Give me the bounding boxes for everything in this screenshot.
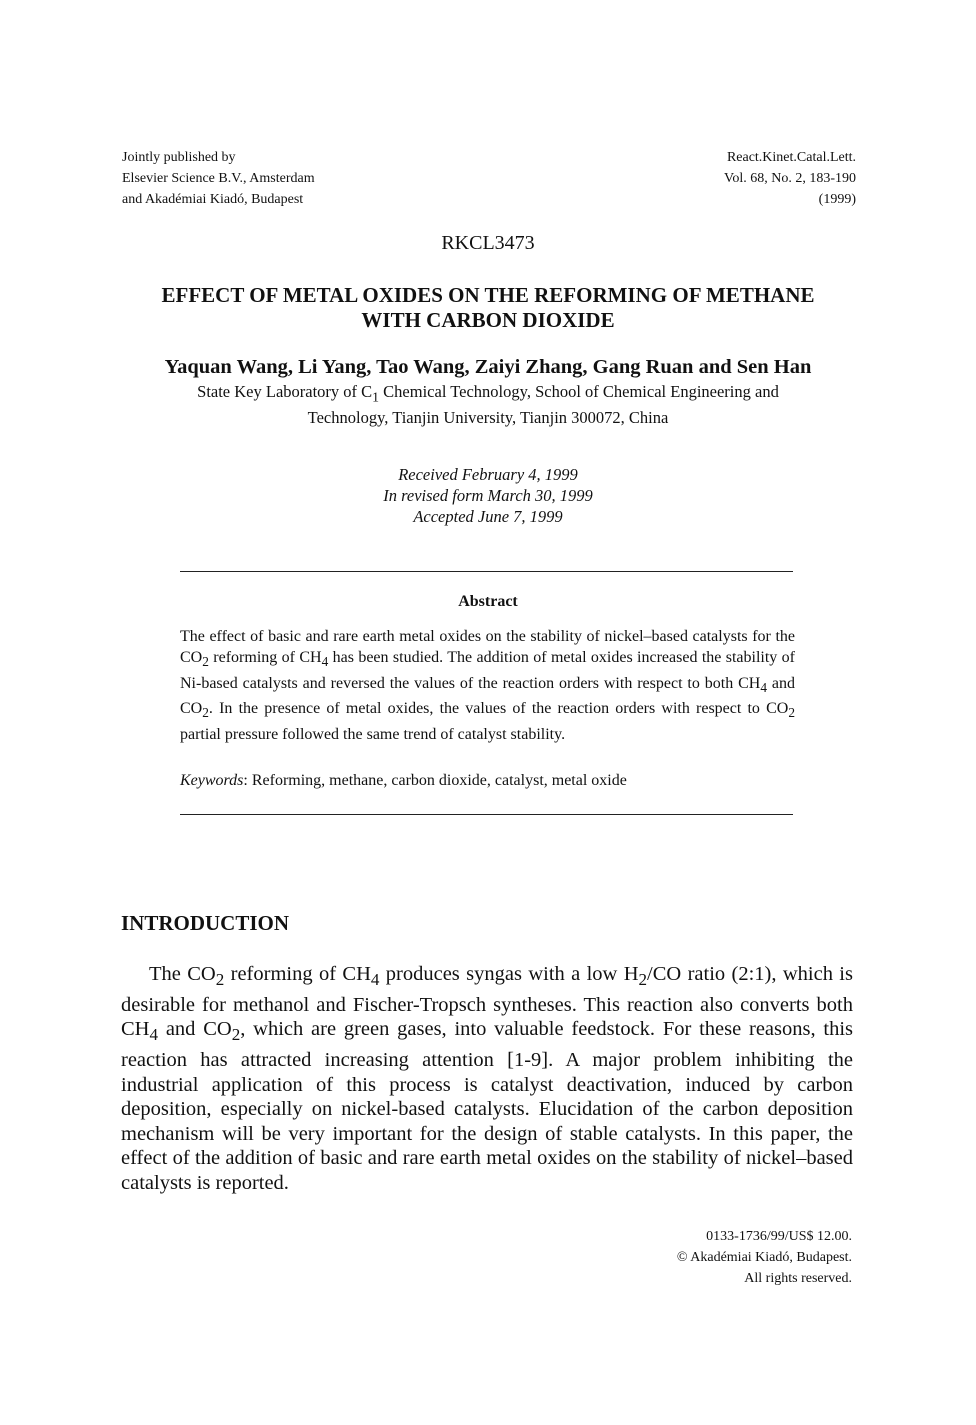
subscript: 2 [202, 654, 209, 670]
subscript: 2 [638, 970, 648, 990]
title-line: EFFECT OF METAL OXIDES ON THE REFORMING OF METHANE [161, 283, 815, 307]
authors: Yaquan Wang, Li Yang, Tao Wang, Zaiyi Zhang, Gang Ruan and Sen Han [164, 356, 812, 378]
subscript: 4 [149, 1025, 159, 1045]
paragraph-span: and CO [158, 1018, 232, 1041]
received-date: Received February 4, 1999 [398, 465, 578, 484]
copyright-line: 0133-1736/99/US$ 12.00. [706, 1229, 852, 1244]
subscript: 2 [788, 705, 795, 721]
paper-code: RKCL3473 [441, 232, 535, 254]
affiliation-line: Technology, Tianjin University, Tianjin 300072, China [307, 408, 669, 428]
subscript: 1 [372, 389, 380, 405]
abstract-bottom-rule [180, 814, 793, 815]
paragraph-span: /CO ratio (2:1), which is desirable for methanol and Fischer-Tropsch syntheses. This reaction also converts both CH [121, 963, 853, 1041]
keywords-label: Keywords [180, 772, 244, 789]
paragraph-span: , which are green gases, into valuable feedstock. For these reasons, this reaction has attracted increasing attention [1-9]. A major problem inhibiting the industrial application of this process is catalyst deactivation, induced by carbon deposition, especially on nickel-based catalysts. Elucidation of the carbon deposition mechanism will be very important for the design of stable catalysts. In this paper, the effect of the addition of basic and rare earth metal oxides on the stability of nickel–based catalysts is reported. [121, 1018, 854, 1194]
publisher-line: and Akadémiai Kiadó, Budapest [122, 192, 304, 207]
journal-year: (1999) [818, 192, 856, 207]
subscript: 2 [215, 970, 225, 990]
journal-name: React.Kinet.Catal.Lett. [726, 150, 856, 165]
copyright-line: All rights reserved. [744, 1271, 852, 1286]
abstract-heading: Abstract [458, 593, 518, 610]
paragraph-span: produces syngas with a low H [379, 963, 639, 985]
accepted-date: Accepted June 7, 1999 [413, 507, 563, 526]
publisher-line: Elsevier Science B.V., Amsterdam [122, 171, 315, 186]
abstract-span: The effect of basic and rare earth metal oxides on the stability of nickel–based catalysts for the CO [180, 628, 795, 667]
abstract-span: partial pressure followed the same trend of catalyst stability. [180, 725, 566, 743]
revised-date: In revised form March 30, 1999 [383, 486, 593, 505]
keywords [180, 772, 627, 790]
publisher-line: Jointly published by [122, 150, 236, 165]
affiliation-text: State Key Laboratory of C [197, 382, 373, 401]
abstract-span: reforming of CH [208, 649, 322, 667]
publisher-info [122, 147, 315, 210]
journal-volume: Vol. 68, No. 2, 183-190 [724, 171, 856, 186]
keywords-text: : Reforming, methane, carbon dioxide, catalyst, metal oxide [243, 772, 627, 789]
copyright-line: © Akadémiai Kiadó, Budapest. [676, 1250, 852, 1265]
subscript: 2 [202, 705, 209, 721]
paragraph-span: The CO [149, 963, 216, 985]
affiliation-text: Chemical Technology, School of Chemical Engineering and [379, 382, 779, 401]
copyright-notice [677, 1226, 852, 1289]
abstract-text [180, 626, 795, 745]
abstract-span: has been studied. The addition of metal oxides increased the stability of Ni-based catalysts and reversed the values of the reaction orders with respect to both CH [180, 649, 796, 692]
introduction-paragraph [121, 962, 853, 1196]
subscript: 4 [370, 970, 380, 990]
journal-info [724, 147, 856, 210]
subscript: 4 [760, 679, 767, 695]
submission-dates [0, 464, 976, 527]
paragraph-span: reforming of CH [224, 963, 371, 985]
abstract-top-rule [180, 571, 793, 572]
introduction-heading: INTRODUCTION [121, 911, 290, 935]
abstract-span: and CO [180, 674, 795, 718]
subscript: 2 [231, 1025, 241, 1045]
abstract-span: . In the presence of metal oxides, the values of the reaction orders with respect to CO [208, 700, 789, 718]
affiliation-line [0, 381, 976, 407]
paper-title [0, 283, 976, 333]
title-line: WITH CARBON DIOXIDE [361, 308, 615, 332]
subscript: 4 [321, 654, 329, 670]
affiliation [0, 381, 976, 428]
